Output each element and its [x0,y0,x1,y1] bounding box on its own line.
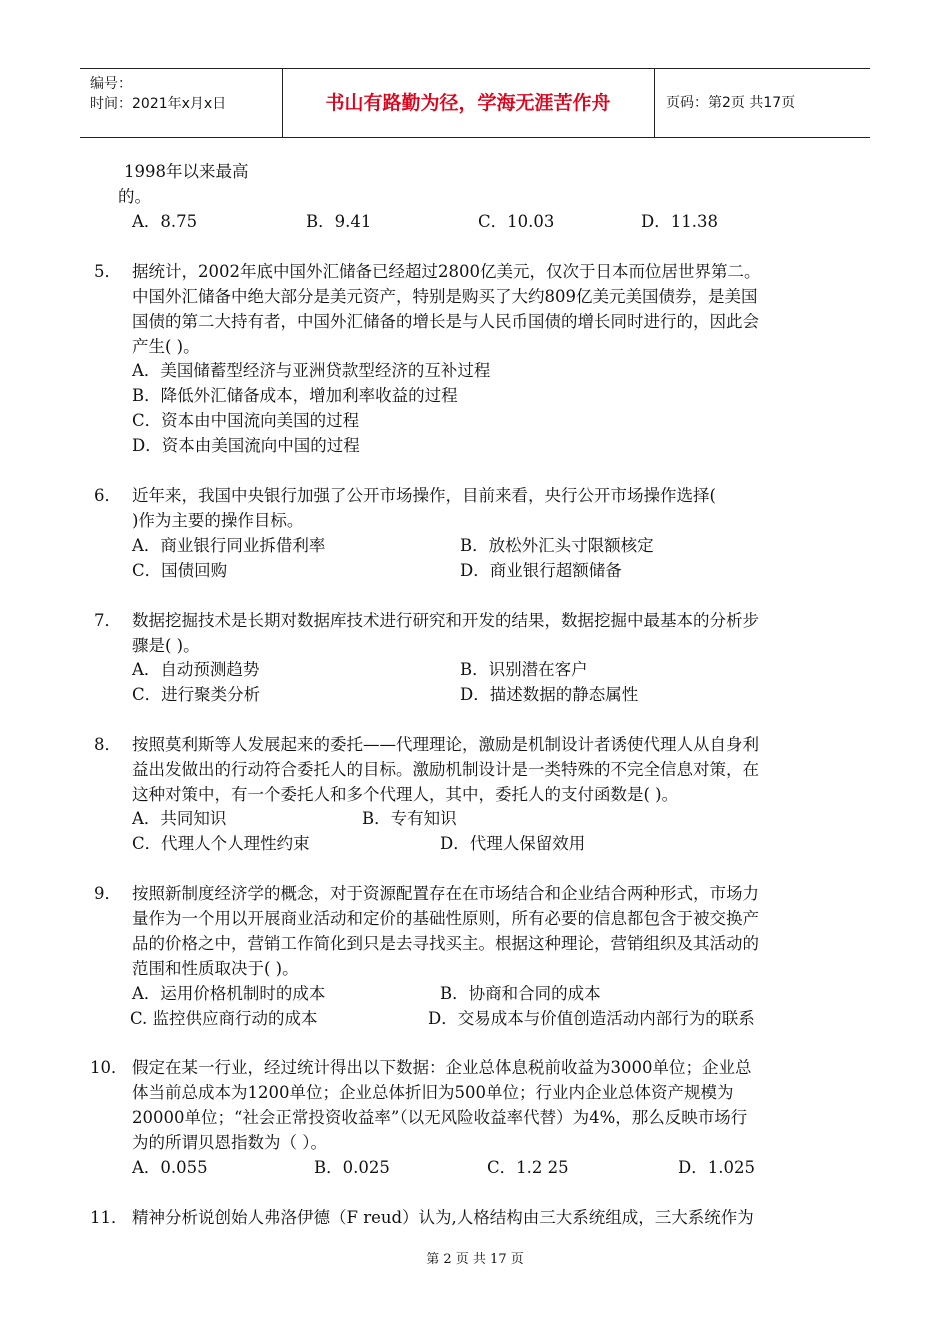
option-d: D．资本由美国流向中国的过程 [132,436,360,455]
option-b: B．专有知识 [362,809,457,828]
question-number: 5． [94,262,121,281]
option-c: C．资本由中国流向美国的过程 [132,411,360,430]
cont-line: 1998年以来最高 [124,162,249,181]
option-c: C．1.2 25 [487,1158,569,1177]
question-text-line: 近年来，我国中央银行加强了公开市场操作，目前来看，央行公开市场操作选择( [132,486,716,505]
cont-line: 的。 [118,187,151,206]
option-a: A．商业银行同业拆借利率 [132,536,326,555]
option-d: D．11.38 [641,212,718,231]
question-text-line: 精神分析说创始人弗洛伊德（F reud）认为,人格结构由三大系统组成，三大系统作为 [132,1208,754,1227]
page-footer: 第 2 页 共 17 页 [426,1252,524,1267]
option-d: D．商业银行超额储备 [460,561,622,580]
question-number: 10． [90,1058,128,1077]
option-b: B．9.41 [306,212,372,231]
question-text-line: 为的所谓贝恩指数为（ ）。 [132,1133,327,1152]
question-text-line: 量作为一个用以开展商业活动和定价的基础性原则，所有必要的信息都包含于被交换产 [132,909,759,928]
option-b: B．放松外汇头寸限额核定 [460,536,654,555]
question-number: 8． [94,735,121,754]
question-text-line: )作为主要的操作目标。 [132,511,304,530]
document-time-label: 时间：2021年x月x日 [90,96,227,112]
option-b: B．降低外汇储备成本，增加利率收益的过程 [132,386,458,405]
question-text-line: 国债的第二大持有者，中国外汇储备的增长是与人民币国债的增长同时进行的，因此会 [132,312,759,331]
question-text-line: 这种对策中，有一个委托人和多个代理人，其中，委托人的支付函数是( )。 [132,785,679,804]
option-b: B．0.025 [314,1158,390,1177]
question-number: 9． [94,884,121,903]
option-a: A．自动预测趋势 [132,660,260,679]
option-a: A．运用价格机制时的成本 [132,984,326,1003]
option-d: D．描述数据的静态属性 [460,685,639,704]
header-page-info: 页码：第2页 共17页 [666,95,796,111]
question-text-line: 按照莫利斯等人发展起来的委托——代理理论，激励是机制设计者诱使代理人从自身利 [132,735,759,754]
option-d: D．交易成本与价值创造活动内部行为的联系 [428,1009,755,1028]
option-d: D．1.025 [678,1158,755,1177]
page-header [80,68,870,138]
option-c: C．代理人个人理性约束 [132,834,310,853]
question-text-line: 益出发做出的行动符合委托人的目标。激励机制设计是一类特殊的不完全信息对策，在 [132,760,759,779]
option-a: A．美国储蓄型经济与亚洲贷款型经济的互补过程 [132,361,491,380]
document-number-label: 编号： [90,76,132,92]
question-text-line: 范围和性质取决于( )。 [132,959,299,978]
option-a: A．0.055 [132,1158,208,1177]
option-b: B．识别潜在客户 [460,660,588,679]
option-c: C．国债回购 [132,561,228,580]
option-a: A．8.75 [132,212,198,231]
question-number: 7． [94,611,121,630]
header-meta-cell [80,69,283,137]
option-c: C．进行聚类分析 [132,685,261,704]
option-c: C. 监控供应商行动的成本 [130,1009,318,1028]
option-d: D．代理人保留效用 [440,834,586,853]
question-text-line: 按照新制度经济学的概念，对于资源配置存在在市场结合和企业结合两种形式，市场力 [132,884,759,903]
question-text-line: 20000单位；“社会正常投资收益率”（以无风险收益率代替）为4%，那么反映市场行 [132,1108,748,1127]
question-text-line: 数据挖掘技术是长期对数据库技术进行研究和开发的结果，数据挖掘中最基本的分析步 [132,611,759,630]
option-c: C．10.03 [478,212,555,231]
option-a: A．共同知识 [132,809,227,828]
option-b: B．协商和合同的成本 [440,984,601,1003]
question-number: 6． [94,486,121,505]
question-text-line: 假定在某一行业，经过统计得出以下数据：企业总体息税前收益为3000单位；企业总 [132,1058,752,1077]
question-text-line: 据统计，2002年底中国外汇储备已经超过2800亿美元，仅次于日本而位居世界第二。 [132,262,761,281]
question-text-line: 体当前总成本为1200单位；企业总体折旧为500单位；行业内企业总体资产规模为 [132,1083,734,1102]
header-motto: 书山有路勤为径，学海无涯苦作舟 [282,69,655,137]
question-text-line: 中国外汇储备中绝大部分是美元资产，特别是购买了大约809亿美元美国债券，是美国 [132,287,758,306]
question-text-line: 产生( )。 [132,337,200,356]
question-text-line: 品的价格之中，营销工作简化到只是去寻找买主。根据这种理论，营销组织及其活动的 [132,934,759,953]
question-number: 11． [90,1208,128,1227]
question-text-line: 骤是( )。 [132,636,200,655]
